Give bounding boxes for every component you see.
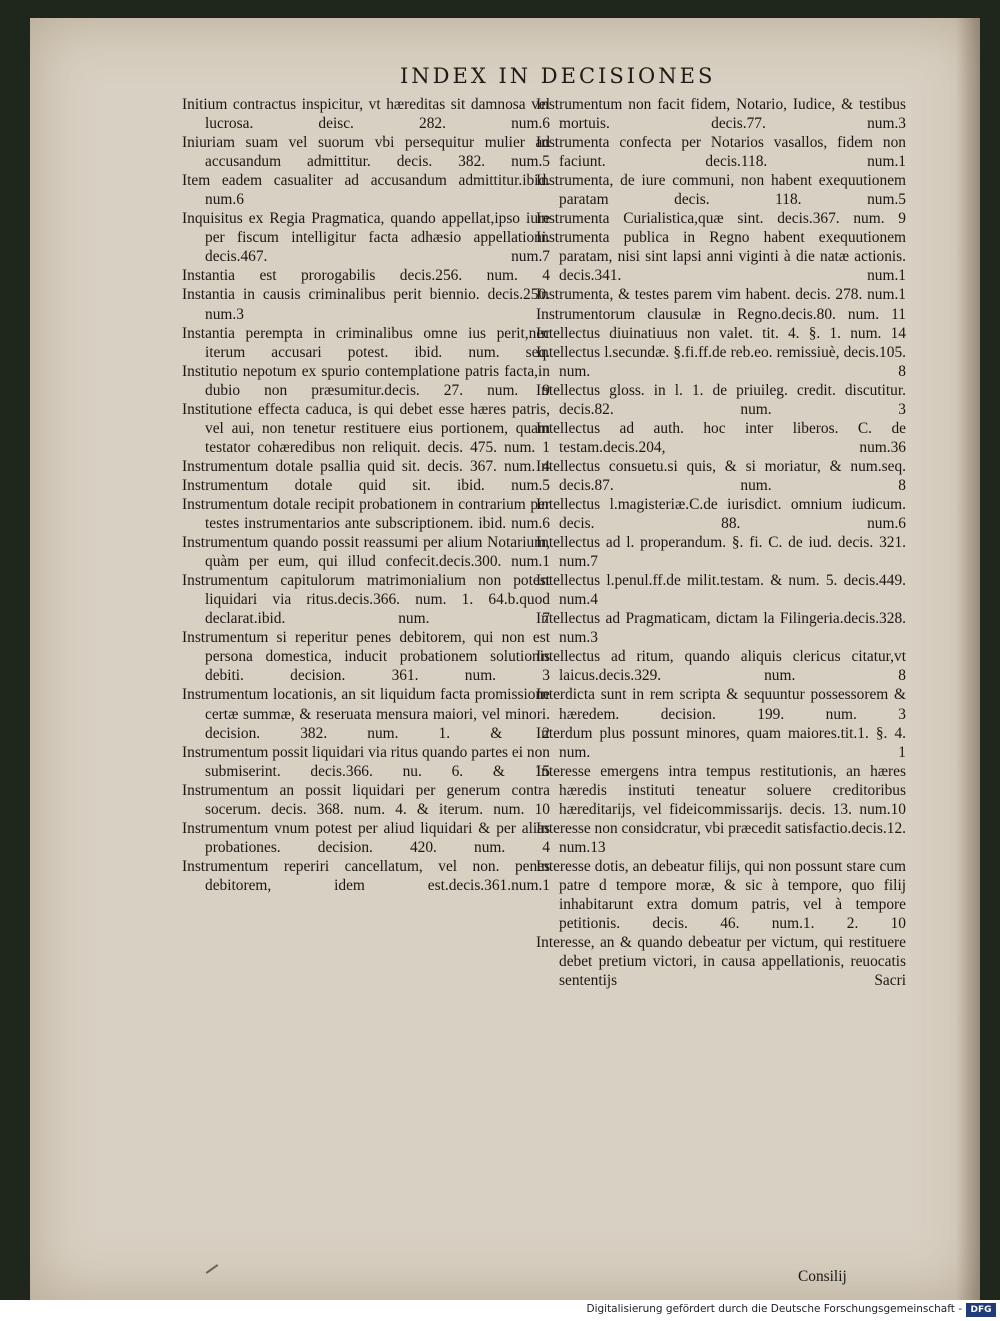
index-entry: Intellectus ad ritum, quando aliquis clericus citatur,vt laicus.decis.329. num. 8	[536, 648, 906, 685]
index-entry: Intellectus diuinatiuus non valet. tit. 4. §. 1. num. 14	[536, 324, 906, 342]
index-entry: Inquisitus ex Regia Pragmatica, quando appellat,ipso iure per fiscum intelligitur facta adhæsio appellationi. decis.467. num.7	[182, 210, 550, 266]
index-entry: Intellectus l.penul.ff.de milit.testam. & num. 5. decis.449. num.4	[536, 572, 906, 609]
funding-note: Digitalisierung gefördert durch die Deutsche Forschungsgemeinschaft -	[586, 1303, 962, 1315]
index-entry: Instrumenta confecta per Notarios vasallos, fidem non faciunt. decis.118. num.1	[536, 134, 906, 171]
index-entry: Instantia est prorogabilis decis.256. num. 4	[182, 267, 550, 285]
ink-mark	[206, 1264, 219, 1274]
index-entry: Instrumenta publica in Regno habent exequutionem paratam, nisi sint lapsi anni viginti à die natæ actionis. decis.341. num.1	[536, 229, 906, 285]
index-entry: Instrumentum dotale quid sit. ibid. num.5	[182, 476, 550, 494]
index-entry: Instrumentum an possit liquidari per generum contra socerum. decis. 368. num. 4. & iterum. num. 10	[182, 781, 550, 818]
index-entry: Instantia in causis criminalibus perit biennio. decis.250. num.3	[182, 286, 550, 323]
index-entry: Instrumentum quando possit reassumi per alium Notarium, quàm per eum, qui illud confecit.decis.300. num.1	[182, 534, 550, 571]
index-entry: Interdicta sunt in rem scripta & sequuntur possessorem & hæredem. decision. 199. num. 3	[536, 686, 906, 723]
index-entry: Iniuriam suam vel suorum vbi persequitur mulier ad accusandum admittitur. decis. 382. num.5	[182, 134, 550, 171]
index-entry: Interdum plus possunt minores, quam maiores.tit.1. §. 4. num. 1	[536, 724, 906, 761]
index-entry: Instrumentum possit liquidari via ritus quando partes ei non submiserint. decis.366. nu. 6. & 15	[182, 743, 550, 780]
dfg-logo-icon: DFG	[966, 1303, 996, 1317]
index-entry: Intellectus ad auth. hoc inter liberos. C. de testam.decis.204, num.36	[536, 419, 906, 456]
index-entry: Instrumenta Curialistica,quæ sint. decis.367. num. 9	[536, 210, 906, 228]
index-entry: Instrumentorum clausulæ in Regno.decis.80. num. 11	[536, 305, 906, 323]
index-entry: Intellectus l.magisteriæ.C.de iurisdict. omnium iudicum. decis. 88. num.6	[536, 495, 906, 533]
index-entry: Instrumentum dotale recipit probationem in contrarium per testes instrumentarios ante subscriptionem. ibid. num.6	[182, 495, 550, 533]
index-entry: Instrumentum vnum potest per aliud liquidari & per alias probationes. decision. 420. num. 4	[182, 819, 550, 856]
index-entry: Intellectus gloss. in l. 1. de priuileg. credit. discutitur. decis.82. num. 3	[536, 381, 906, 418]
index-entry: Interesse emergens intra tempus restitutionis, an hæres hæredis instituti teneatur soluere creditoribus hæreditarijs, vel fideicommissarijs. decis. 13. num.10	[536, 762, 906, 818]
index-entry: Item eadem casualiter ad accusandum admittitur.ibid. num.6	[182, 172, 550, 209]
index-entry: Instrumentum dotale psallia quid sit. decis. 367. num. 4	[182, 457, 550, 475]
index-entry: Institutione effecta caduca, is qui debet esse hæres patris, vel aui, non tenetur restituere eius portionem, quam testator cohæredibus non reliquit. decis. 475. num. 1	[182, 400, 550, 456]
index-entry: Instrumentum non facit fidem, Notario, Iudice, & testibus mortuis. decis.77. num.3	[536, 96, 906, 133]
index-entry: Instrumentum locationis, an sit liquidum facta promissione certæ summæ, & reseruata mensura maiori, vel minori. decision. 382. num. 1. & 2	[182, 686, 550, 742]
left-index-column	[182, 95, 550, 895]
index-entry: Instrumentum si reperitur penes debitorem, qui non est persona domestica, inducit probationem solutionis debiti. decision. 361. num. 3	[182, 629, 550, 685]
index-entry: Intellectus l.secundæ. §.fi.ff.de reb.eo. remissiuè, decis.105. num. 8	[536, 343, 906, 380]
index-entry: Initium contractus inspicitur, vt hæreditas sit damnosa vel lucrosa. deisc. 282. num.6	[182, 96, 550, 133]
index-entry: Interesse, an & quando debeatur per victum, qui restituere debet pretium victori, in causa appellationis, reuocatis sententijs Sacri	[536, 934, 906, 990]
index-entry: Instantia perempta in criminalibus omne ius perit,nec iterum accusari potest. ibid. num. seq.	[182, 324, 550, 361]
running-title: INDEX IN DECISIONES	[400, 64, 716, 88]
right-index-column	[536, 95, 906, 990]
index-entry: Instrumentum capitulorum matrimonialium non potest liquidari via ritus.decis.366. num. 1. 64.b.quod declarat.ibid. num. 7	[182, 572, 550, 628]
index-entry: Institutio nepotum ex spurio contemplatione patris facta,in dubio non præsumitur.decis. 27. num. 9	[182, 362, 550, 399]
catchword: Consilij	[798, 1268, 847, 1285]
index-entry: Interesse dotis, an debeatur filijs, qui non possunt stare cum patre d tempore moræ, & sic à tempore, quo filij inhabitarunt extra domum patris, vel à tempore petitionis. decis. 46. num.1. 2. 10	[536, 857, 906, 933]
index-entry: Intellectus consuetu.si quis, & si moriatur, & num.seq. decis.87. num. 8	[536, 457, 906, 494]
index-entry: Instrumenta, de iure communi, non habent exequutionem paratam decis. 118. num.5	[536, 172, 906, 209]
index-entry: Intellectus ad l. properandum. §. fi. C. de iud. decis. 321. num.7	[536, 534, 906, 571]
index-entry: Interesse non considcratur, vbi præcedit satisfactio.decis.12. num.13	[536, 819, 906, 856]
index-entry: Intellectus ad Pragmaticam, dictam la Filingeria.decis.328. num.3	[536, 610, 906, 647]
index-entry: Instrumenta, & testes parem vim habent. decis. 278. num.1	[536, 286, 906, 304]
index-entry: Instrumentum reperiri cancellatum, vel non. penes debitorem, idem est.decis.361.num.1	[182, 857, 550, 894]
digitization-footer	[0, 1300, 1000, 1321]
